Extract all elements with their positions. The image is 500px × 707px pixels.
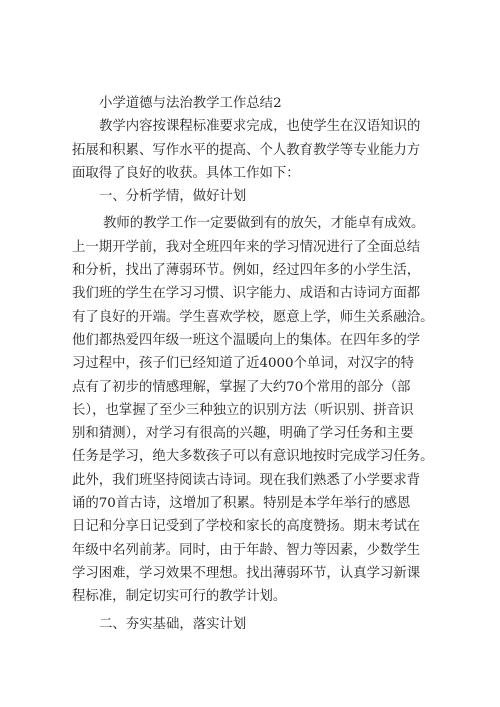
paragraph-line: 别和猜测），对学习有很高的兴趣，明确了学习任务和主要 — [72, 426, 414, 442]
paragraph-line: 学习困难，学习效果不理想。找出薄弱环节，认真学习新课 — [72, 565, 421, 581]
section-heading: 二、夯实基础，落实计划 — [99, 616, 247, 632]
paragraph-line: 诵的70首古诗，这增加了积累。特别是本学年举行的感恩 — [72, 496, 411, 512]
document-title: 小学道德与法治教学工作总结2 — [99, 96, 282, 111]
paragraph-line: 和分析，找出了薄弱环节。例如，经过四年多的小学生活， — [72, 263, 421, 279]
paragraph-line: 任务是学习，绝大多数孩子可以有意识地按时完成学习任务。 — [72, 449, 434, 465]
paragraph-line: 点有了初步的情感理解，掌握了大约70个常用的部分（部 — [72, 379, 411, 395]
paragraph-line: 习过程中，孩子们已经知道了近4000个单词，对汉字的特 — [72, 356, 415, 372]
paragraph-line: 教学内容按课程标准要求完成，也使学生在汉语知识的 — [99, 119, 421, 135]
paragraph-line: 我们班的学生在学习习惯、识字能力、成语和古诗词方面都 — [72, 286, 421, 302]
paragraph-line: 日记和分享日记受到了学校和家长的高度赞扬。期末考试在 — [72, 519, 421, 535]
paragraph-line: 年级中名列前茅。同时，由于年龄、智力等因素，少数学生 — [72, 542, 421, 558]
paragraph-line: 长），也掌握了至少三种独立的识别方法（听识别、拼音识 — [72, 402, 414, 418]
paragraph-line: 有了良好的开端。学生喜欢学校，愿意上学，师生关系融洽。 — [72, 309, 434, 325]
paragraph-line: 上一期开学前，我对全班四年来的学习情况进行了全面总结 — [72, 239, 421, 255]
document-body — [72, 92, 442, 636]
paragraph-line: 他们都热爱四年级一班这个温暖向上的集体。在四年多的学 — [72, 332, 421, 348]
paragraph-line: 拓展和积累、写作水平的提高、个人教育教学等专业能力方 — [72, 142, 421, 158]
section-heading: 一、分析学情，做好计划 — [99, 189, 247, 205]
paragraph-line: 教师的教学工作一定要做到有的放矢，才能卓有成效。 — [103, 216, 425, 232]
paragraph-line: 此外，我们班坚持阅读古诗词。现在我们熟悉了小学要求背 — [72, 472, 421, 488]
paragraph-line: 面取得了良好的收获。具体工作如下： — [72, 165, 300, 181]
paragraph-line: 程标准，制定切实可行的教学计划。 — [72, 589, 287, 605]
